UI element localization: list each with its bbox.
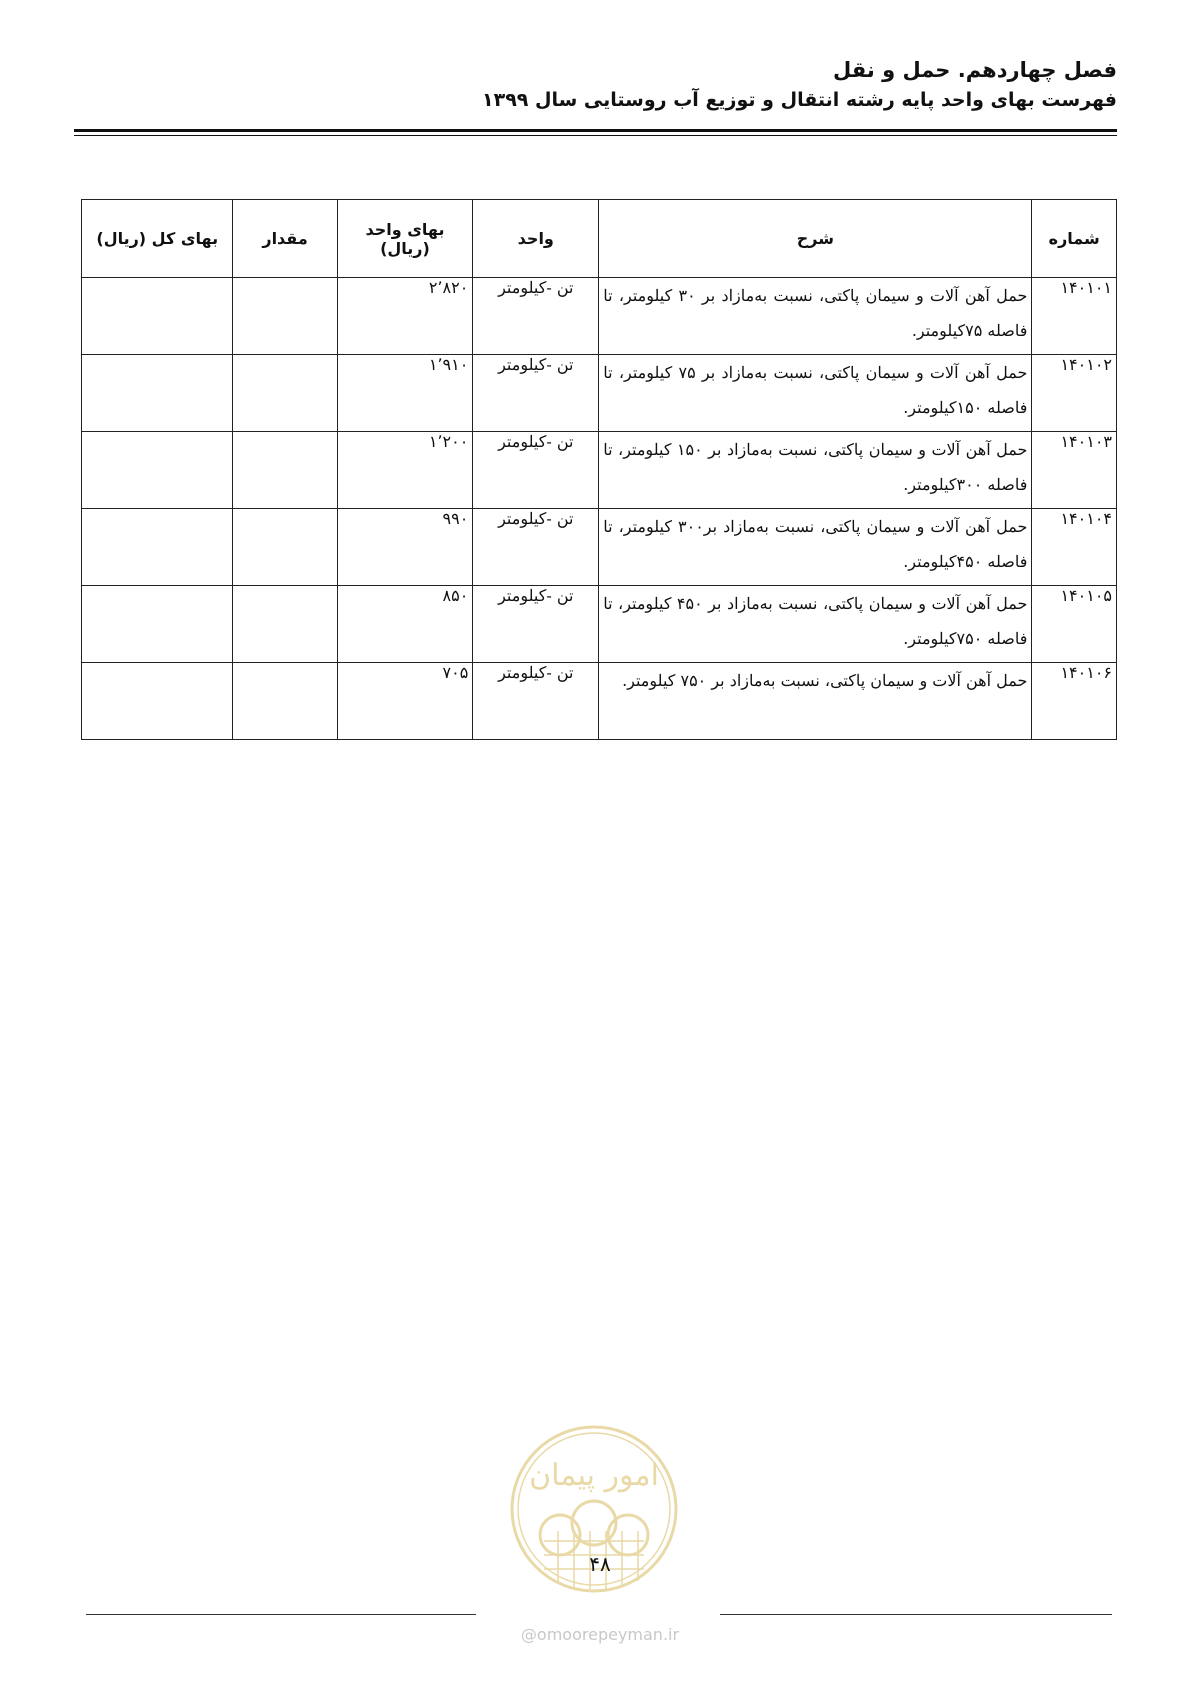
seal-text: امور پیمان — [529, 1458, 659, 1493]
cell-code: ۱۴۰۱۰۶ — [1032, 663, 1117, 740]
col-header-unit: واحد — [473, 200, 599, 278]
cell-quantity — [233, 355, 337, 432]
col-header-description: شرح — [599, 200, 1032, 278]
cell-unit: تن -کیلومتر — [473, 355, 599, 432]
cell-description: حمل آهن آلات و سیمان پاکتی، نسبت به‌مازاد بر ۱۵۰ کیلومتر، تا فاصله ۳۰۰کیلومتر. — [599, 432, 1032, 509]
document-subtitle: فهرست بهای واحد پایه رشته انتقال و توزیع آب روستایی سال ۱۳۹۹ — [482, 89, 1117, 111]
col-header-code: شماره — [1032, 200, 1117, 278]
chapter-title: فصل چهاردهم. حمل و نقل — [833, 58, 1117, 82]
cell-quantity — [233, 432, 337, 509]
cell-unit: تن -کیلومتر — [473, 586, 599, 663]
cell-total — [82, 432, 233, 509]
cell-quantity — [233, 278, 337, 355]
col-header-total: بهای کل (ریال) — [82, 200, 233, 278]
cell-unit-price: ۸۵۰ — [337, 586, 473, 663]
page-header — [74, 55, 1117, 115]
table-row — [82, 278, 1117, 355]
cell-quantity — [233, 663, 337, 740]
cell-unit-price: ۷۰۵ — [337, 663, 473, 740]
cell-code: ۱۴۰۱۰۲ — [1032, 355, 1117, 432]
cell-unit: تن -کیلومتر — [473, 509, 599, 586]
cell-description: حمل آهن آلات و سیمان پاکتی، نسبت به‌مازاد بر ۷۵ کیلومتر، تا فاصله ۱۵۰کیلومتر. — [599, 355, 1032, 432]
header-rule-thick — [74, 129, 1117, 132]
table-row — [82, 663, 1117, 740]
cell-description: حمل آهن آلات و سیمان پاکتی، نسبت به‌مازاد بر۳۰۰ کیلومتر، تا فاصله ۴۵۰کیلومتر. — [599, 509, 1032, 586]
cell-unit: تن -کیلومتر — [473, 278, 599, 355]
cell-quantity — [233, 586, 337, 663]
table-row — [82, 509, 1117, 586]
cell-total — [82, 509, 233, 586]
cell-total — [82, 586, 233, 663]
cell-unit-price: ۱٬۹۱۰ — [337, 355, 473, 432]
footer-rule-right — [720, 1614, 1112, 1615]
footer-rule-left — [86, 1614, 476, 1615]
table-row — [82, 355, 1117, 432]
cell-total — [82, 278, 233, 355]
cell-code: ۱۴۰۱۰۴ — [1032, 509, 1117, 586]
cell-description: حمل آهن آلات و سیمان پاکتی، نسبت به‌مازاد بر ۳۰ کیلومتر، تا فاصله ۷۵کیلومتر. — [599, 278, 1032, 355]
cell-unit-price: ۹۹۰ — [337, 509, 473, 586]
cell-code: ۱۴۰۱۰۵ — [1032, 586, 1117, 663]
table-row — [82, 586, 1117, 663]
cell-unit-price: ۱٬۲۰۰ — [337, 432, 473, 509]
cell-description: حمل آهن آلات و سیمان پاکتی، نسبت به‌مازاد بر ۴۵۰ کیلومتر، تا فاصله ۷۵۰کیلومتر. — [599, 586, 1032, 663]
cell-description: حمل آهن آلات و سیمان پاکتی، نسبت به‌مازاد بر ۷۵۰ کیلومتر. — [599, 663, 1032, 740]
cell-total — [82, 355, 233, 432]
header-rule-thin — [74, 135, 1117, 136]
col-header-unit-price: بهای واحد (ریال) — [337, 200, 473, 278]
cell-code: ۱۴۰۱۰۳ — [1032, 432, 1117, 509]
cell-unit: تن -کیلومتر — [473, 432, 599, 509]
col-header-quantity: مقدار — [233, 200, 337, 278]
table-header-row — [82, 200, 1117, 278]
cell-total — [82, 663, 233, 740]
cell-unit-price: ۲٬۸۲۰ — [337, 278, 473, 355]
price-list-table — [81, 199, 1117, 740]
cell-code: ۱۴۰۱۰۱ — [1032, 278, 1117, 355]
cell-unit: تن -کیلومتر — [473, 663, 599, 740]
table-row — [82, 432, 1117, 509]
page-number: ۴۸ — [589, 1552, 611, 1576]
watermark-site: @omoorepeyman.ir — [520, 1625, 680, 1644]
cell-quantity — [233, 509, 337, 586]
